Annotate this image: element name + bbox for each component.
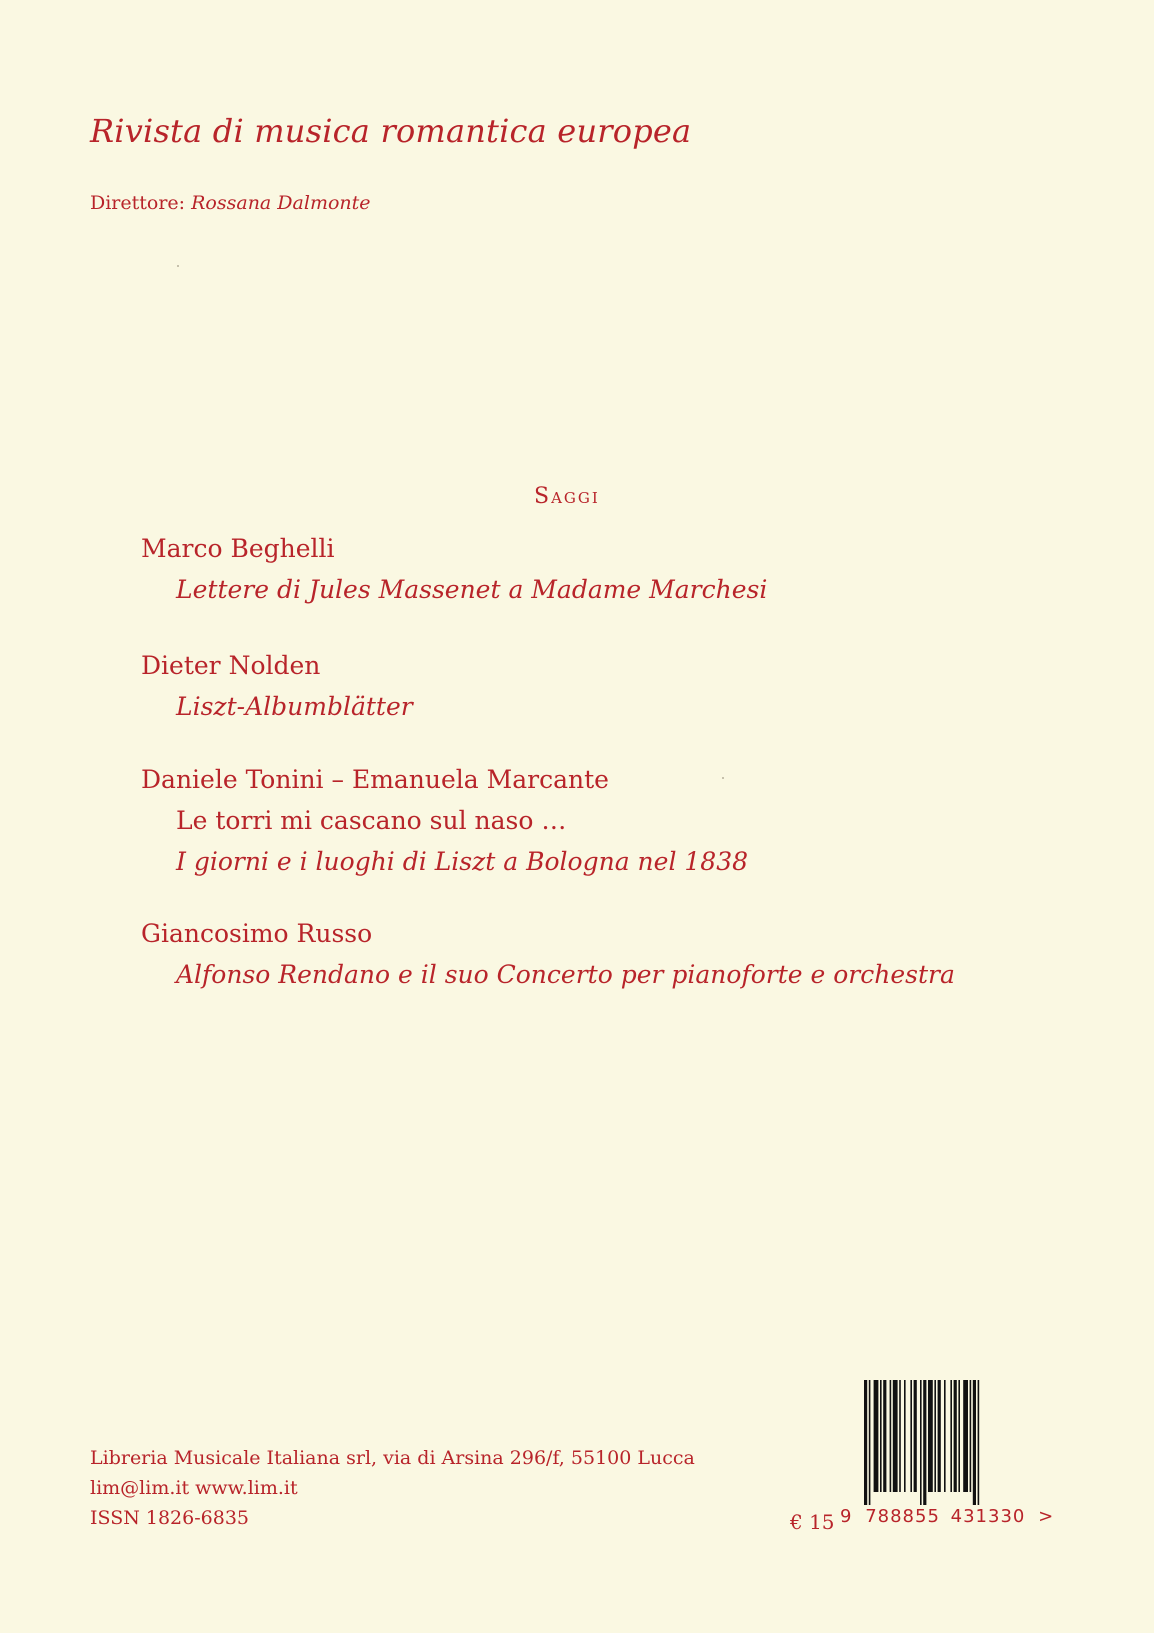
barcode-bar (910, 1380, 912, 1492)
price-label: € 15 (790, 1510, 835, 1534)
entry-title: Lettere di Jules Massenet a Madame Marchesi (176, 575, 768, 604)
barcode-bar (970, 1380, 972, 1492)
barcode-bar (869, 1380, 871, 1505)
barcode-group-2: 431330 (950, 1506, 1026, 1527)
section-heading: Saggi (534, 484, 600, 509)
barcode-bar (864, 1380, 867, 1505)
director-line (90, 192, 371, 214)
barcode-bar (958, 1380, 960, 1492)
barcode-bar (923, 1380, 926, 1505)
barcode-end-marker: > (1038, 1506, 1055, 1527)
isbn-barcode (862, 1380, 1032, 1505)
barcode-prefix-digit: 9 (840, 1506, 853, 1527)
barcode-bar (934, 1380, 936, 1492)
entry-subtitle-line: I giorni e i luoghi di Liszt a Bologna nel 1838 (176, 847, 749, 876)
barcode-bar (874, 1380, 879, 1492)
barcode-bar (973, 1380, 976, 1505)
publisher-contacts: lim@lim.it www.lim.it (90, 1477, 298, 1499)
barcode-bar (944, 1380, 946, 1492)
barcode-bar (890, 1380, 892, 1492)
barcode-bar (920, 1380, 922, 1505)
entry-title-line: Le torri mi cascano sul naso … (176, 806, 567, 835)
entry-author: Daniele Tonini – Emanuela Marcante (141, 765, 609, 794)
barcode-bar (928, 1380, 933, 1492)
barcode-digits (840, 1506, 1054, 1527)
barcode-bar (963, 1380, 968, 1492)
barcode-bar (978, 1380, 980, 1505)
entry-author: Giancosimo Russo (141, 919, 373, 948)
paper-speck (722, 777, 724, 779)
publisher-address: Libreria Musicale Italiana srl, via di Arsina 296/f, 55100 Lucca (90, 1447, 695, 1469)
entry-author: Marco Beghelli (141, 534, 335, 563)
barcode-group-1: 788855 (865, 1506, 940, 1527)
barcode-bar (914, 1380, 917, 1492)
entry-title: Alfonso Rendano e il suo Concerto per pianoforte e orchestra (176, 960, 955, 989)
barcode-bar (899, 1380, 901, 1492)
entry-title: Liszt-Albumblätter (176, 692, 413, 721)
barcode-bar (893, 1380, 898, 1492)
journal-title: Rivista di musica romantica europea (90, 112, 692, 150)
barcode-bar (880, 1380, 882, 1492)
barcode-bar (938, 1380, 941, 1492)
barcode-bar (904, 1380, 906, 1492)
barcode-bar (954, 1380, 957, 1492)
barcode-bar (883, 1380, 886, 1492)
director-label: Direttore: (90, 192, 186, 214)
publisher-issn: ISSN 1826-6835 (90, 1507, 249, 1529)
entry-author: Dieter Nolden (141, 651, 321, 680)
director-name: Rossana Dalmonte (191, 192, 371, 214)
publisher-block (90, 1443, 695, 1533)
paper-speck (177, 265, 179, 267)
barcode-bar (950, 1380, 952, 1492)
